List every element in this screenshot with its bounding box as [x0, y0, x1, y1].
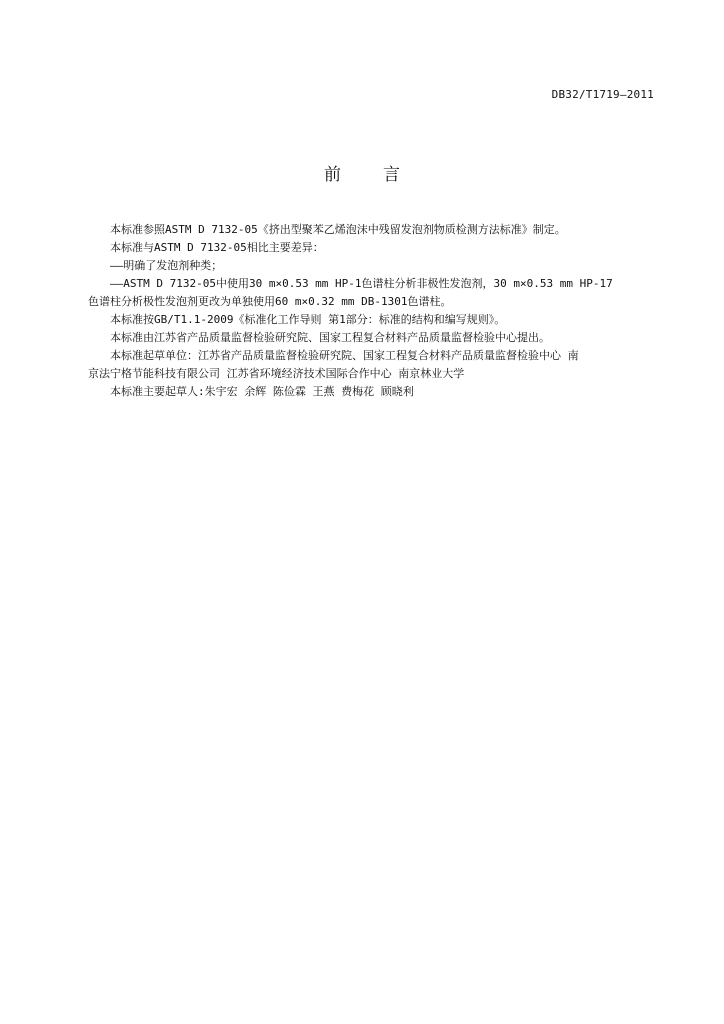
section-title-char-1: 前 [324, 165, 341, 185]
paragraph-drafting-units-line-2: 京法宁格节能科技有限公司 江苏省环境经济技术国际合作中心 南京林业大学 [88, 367, 465, 380]
paragraph-differences-intro: 本标准与ASTM D 7132-05相比主要差异： [110, 241, 324, 254]
paragraph-difference-2-line-1: ——ASTM D 7132-05中使用30 m×0.53 mm HP-1色谱柱分析非极性发泡剂，30 m×0.53 mm HP-17 [110, 277, 613, 290]
foreword-body [88, 221, 658, 401]
section-title-char-2: 言 [383, 165, 400, 185]
section-title [0, 160, 724, 185]
paragraph-drafters: 本标准主要起草人:朱宇宏 余辉 陈俭霖 王燕 费梅花 顾晓利 [110, 385, 414, 398]
paragraph-difference-2-line-2: 色谱柱分析极性发泡剂更改为单独使用60 m×0.32 mm DB-1301色谱柱。 [88, 295, 452, 308]
paragraph-drafting-units [88, 347, 658, 383]
paragraph-reference: 本标准参照ASTM D 7132-05《挤出型聚苯乙烯泡沫中残留发泡剂物质检测方法标准》制定。 [110, 223, 566, 236]
document-code: DB32/T1719—2011 [551, 88, 654, 101]
paragraph-difference-2 [88, 275, 658, 311]
paragraph-proposer: 本标准由江苏省产品质量监督检验研究院、国家工程复合材料产品质量监督检验中心提出。 [110, 331, 550, 344]
paragraph-drafting-rules: 本标准按GB/T1.1-2009《标准化工作导则 第1部分：标准的结构和编写规则》。 [110, 313, 506, 326]
paragraph-drafting-units-line-1: 本标准起草单位：江苏省产品质量监督检验研究院、国家工程复合材料产品质量监督检验中心 南 [110, 349, 579, 362]
paragraph-difference-1: ——明确了发泡剂种类； [110, 259, 223, 272]
